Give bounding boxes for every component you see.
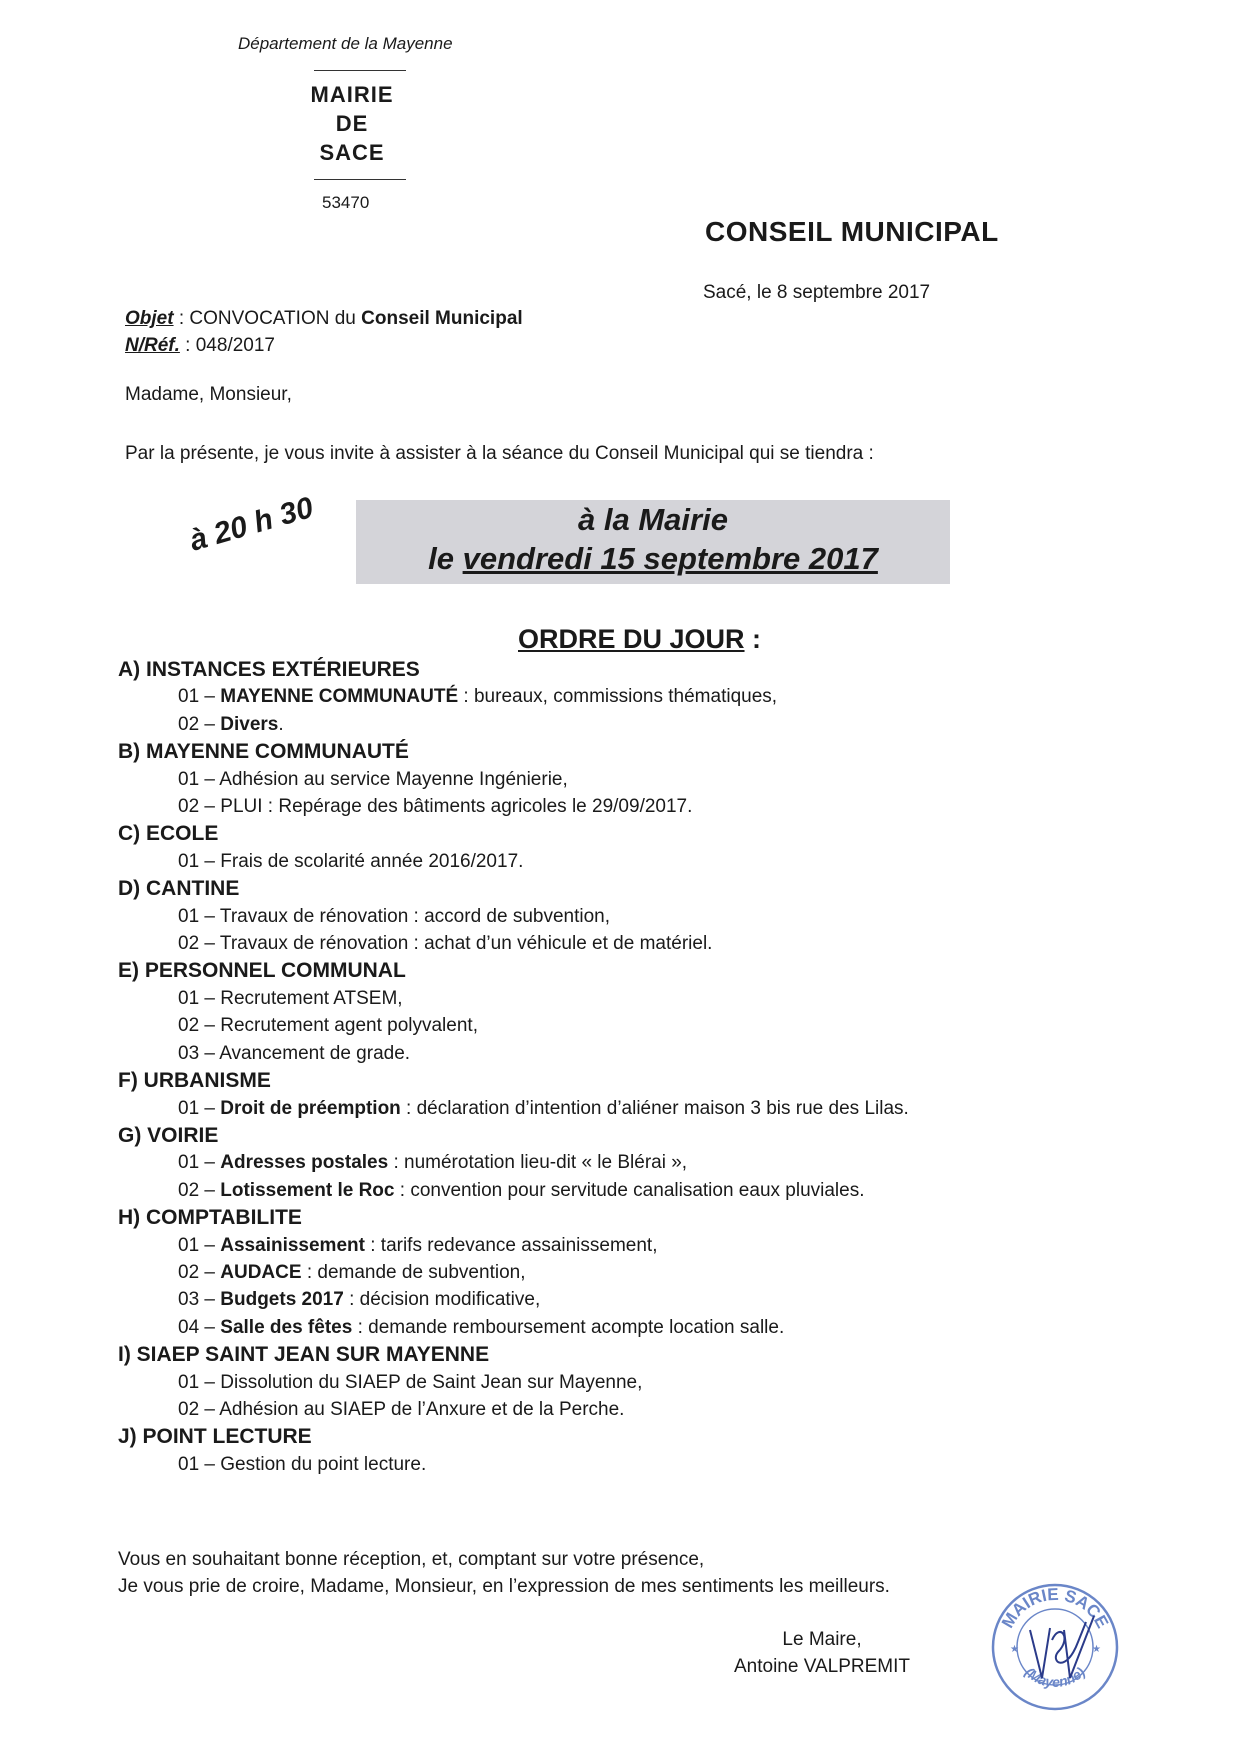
stamp-top-text: MAIRIE SACE (997, 1584, 1113, 1632)
intro-paragraph: Par la présente, je vous invite à assister à la séance du Conseil Municipal qui se tiendra : (125, 443, 874, 464)
agenda-section-heading: E) PERSONNEL COMMUNAL (118, 959, 406, 983)
agenda-item-number: 01 – (178, 1152, 221, 1174)
agenda-item-number: 01 – (178, 1453, 221, 1475)
svg-text:★: ★ (1092, 1644, 1101, 1655)
agenda-item-number: 01 – (178, 850, 221, 872)
agenda-item-number: 01 – (178, 905, 220, 927)
agenda-item-text: Recrutement agent polyvalent, (220, 1015, 478, 1037)
agenda-item (118, 1095, 1118, 1122)
agenda-item-bold: Salle des fêtes (220, 1316, 353, 1338)
document-title: CONSEIL MUNICIPAL (705, 216, 999, 247)
agenda-item (118, 1232, 1118, 1259)
agenda-section-heading: F) URBANISME (118, 1069, 271, 1093)
agenda-item-number: 03 – (178, 1289, 221, 1311)
header-divider-top (314, 70, 406, 71)
agenda-item-text: . (278, 713, 284, 735)
svg-text:MAIRIE SACE (998, 1585, 1112, 1631)
agenda-list (118, 656, 1118, 1478)
agenda-item-text: PLUI : Repérage des bâtiments agricoles le 29/09/2017. (220, 796, 693, 818)
agenda-item-text: Frais de scolarité année 2016/2017. (220, 850, 524, 872)
agenda-item-text: : déclaration d’intention d’aliéner maison 3 bis rue des Lilas. (400, 1097, 909, 1119)
agenda-item-number: 02 – (178, 1398, 220, 1420)
signature-role: Le Maire, (782, 1629, 862, 1650)
agenda-item (118, 1314, 1118, 1341)
mairie-line: DE (335, 111, 369, 136)
agenda-item-text: : numérotation lieu-dit « le Blérai », (388, 1152, 688, 1174)
agenda-item-bold: AUDACE (220, 1261, 302, 1283)
agenda-item (118, 1012, 1118, 1039)
agenda-item-number: 02 – (178, 1261, 221, 1283)
stamp-bottom-text: (Mayenne) (1021, 1664, 1089, 1690)
salutation: Madame, Monsieur, (125, 384, 292, 405)
agenda-item-number: 03 – (178, 1042, 220, 1064)
agenda-item-number: 01 – (178, 686, 221, 708)
agenda-item (118, 930, 1118, 957)
agenda-section-heading: J) POINT LECTURE (118, 1425, 312, 1449)
header-divider-bottom (314, 179, 406, 180)
agenda-section-heading: B) MAYENNE COMMUNAUTÉ (118, 740, 409, 764)
agenda-item-number: 01 – (178, 1234, 221, 1256)
agenda-item-text: Adhésion au SIAEP de l’Anxure et de la Perche. (219, 1398, 625, 1420)
agenda-item-text: : bureaux, commissions thématiques, (458, 686, 778, 708)
agenda-item-bold: MAYENNE COMMUNAUTÉ (220, 686, 459, 708)
agenda-item-text: Avancement de grade. (219, 1042, 411, 1064)
signature-block (734, 1626, 910, 1680)
official-stamp-icon (990, 1582, 1120, 1712)
signature-name: Antoine VALPREMIT (734, 1656, 911, 1677)
agenda-item-number: 02 – (178, 933, 220, 955)
agenda-item-text: : convention pour servitude canalisation eaux pluviales. (394, 1179, 865, 1201)
agenda-item-bold: Assainissement (220, 1234, 365, 1256)
department-line: Département de la Mayenne (238, 34, 453, 53)
meeting-date (356, 539, 950, 578)
agenda-section-heading: A) INSTANCES EXTÉRIEURES (118, 658, 420, 681)
closing-line: Vous en souhaitant bonne réception, et, comptant sur votre présence, (118, 1549, 705, 1570)
closing-block (118, 1546, 890, 1600)
meeting-banner (356, 500, 950, 584)
agenda-item-number: 02 – (178, 796, 221, 818)
agenda-title (518, 624, 761, 655)
agenda-item (118, 683, 1118, 710)
agenda-item-number: 01 – (178, 768, 220, 790)
agenda-item-text: : tarifs redevance assainissement, (364, 1234, 658, 1256)
agenda-item-text: : demande remboursement acompte location salle. (352, 1316, 785, 1338)
objet-text: : CONVOCATION du (173, 308, 362, 329)
agenda-item-bold: Budgets 2017 (220, 1289, 344, 1311)
agenda-item-bold: Adresses postales (220, 1152, 389, 1174)
agenda-item-text: Travaux de rénovation : accord de subvention, (219, 905, 611, 927)
agenda-item-number: 04 – (178, 1316, 221, 1338)
agenda-item (118, 1177, 1118, 1204)
agenda-item (118, 766, 1118, 793)
agenda-item (118, 1396, 1118, 1423)
svg-text:★: ★ (1010, 1644, 1019, 1655)
agenda-item-bold: Droit de préemption (220, 1097, 401, 1119)
agenda-item-text: Dissolution du SIAEP de Saint Jean sur Mayenne, (220, 1371, 643, 1393)
ref-text: : 048/2017 (179, 335, 275, 356)
mairie-block (290, 80, 414, 167)
meeting-place: à la Mairie (578, 502, 728, 537)
agenda-item (118, 848, 1118, 875)
agenda-item-bold: Divers (220, 713, 279, 735)
agenda-item (118, 903, 1118, 930)
meeting-date-prefix: le (428, 541, 463, 576)
agenda-item (118, 1286, 1118, 1313)
agenda-item-text: Recrutement ATSEM, (220, 987, 403, 1009)
ref-line (125, 332, 523, 359)
agenda-item (118, 711, 1118, 738)
ref-label: N/Réf. (125, 335, 180, 356)
agenda-section-heading: I) SIAEP SAINT JEAN SUR MAYENNE (118, 1343, 490, 1367)
agenda-item-bold: Lotissement le Roc (220, 1179, 395, 1201)
meeting-date-underlined: vendredi 15 septembre 2017 (462, 541, 878, 576)
agenda-item-text: : décision modificative, (343, 1289, 541, 1311)
agenda-item (118, 985, 1118, 1012)
objet-bold: Conseil Municipal (361, 308, 523, 329)
objet-label: Objet (125, 308, 174, 329)
agenda-item-text: Travaux de rénovation : achat d’un véhicule et de matériel. (219, 933, 713, 955)
objet-line (125, 305, 523, 332)
handwritten-signature (1030, 1616, 1094, 1678)
agenda-item (118, 1149, 1118, 1176)
svg-text:(Mayenne) (1022, 1664, 1088, 1690)
agenda-item-number: 02 – (178, 1179, 221, 1201)
agenda-section-heading: C) ECOLE (118, 822, 219, 846)
agenda-item-number: 01 – (178, 987, 221, 1009)
agenda-item (118, 793, 1118, 820)
postal-code: 53470 (322, 193, 370, 212)
agenda-item-text: Gestion du point lecture. (220, 1453, 427, 1475)
mairie-line: SACE (319, 140, 385, 165)
agenda-item-number: 01 – (178, 1371, 221, 1393)
agenda-item-number: 02 – (178, 713, 221, 735)
agenda-item-number: 02 – (178, 1015, 221, 1037)
agenda-item-number: 01 – (178, 1097, 221, 1119)
date-line: Sacé, le 8 septembre 2017 (703, 282, 931, 303)
agenda-item (118, 1040, 1118, 1067)
agenda-title-text: ORDRE DU JOUR (518, 624, 745, 654)
mairie-line: MAIRIE (310, 82, 394, 107)
agenda-section-heading: D) CANTINE (118, 877, 240, 901)
agenda-section-heading: H) COMPTABILITE (118, 1206, 302, 1230)
agenda-item-text: Adhésion au service Mayenne Ingénierie, (219, 768, 568, 790)
agenda-item-text: : demande de subvention, (301, 1261, 526, 1283)
agenda-item (118, 1451, 1118, 1478)
agenda-section-heading: G) VOIRIE (118, 1123, 219, 1147)
closing-line: Je vous prie de croire, Madame, Monsieur, en l’expression de mes sentiments les meilleurs. (118, 1576, 890, 1597)
agenda-item (118, 1259, 1118, 1286)
reference-block (125, 305, 523, 359)
agenda-item (118, 1369, 1118, 1396)
meeting-time: à 20 h 30 (186, 491, 317, 558)
agenda-title-suffix: : (744, 624, 762, 654)
